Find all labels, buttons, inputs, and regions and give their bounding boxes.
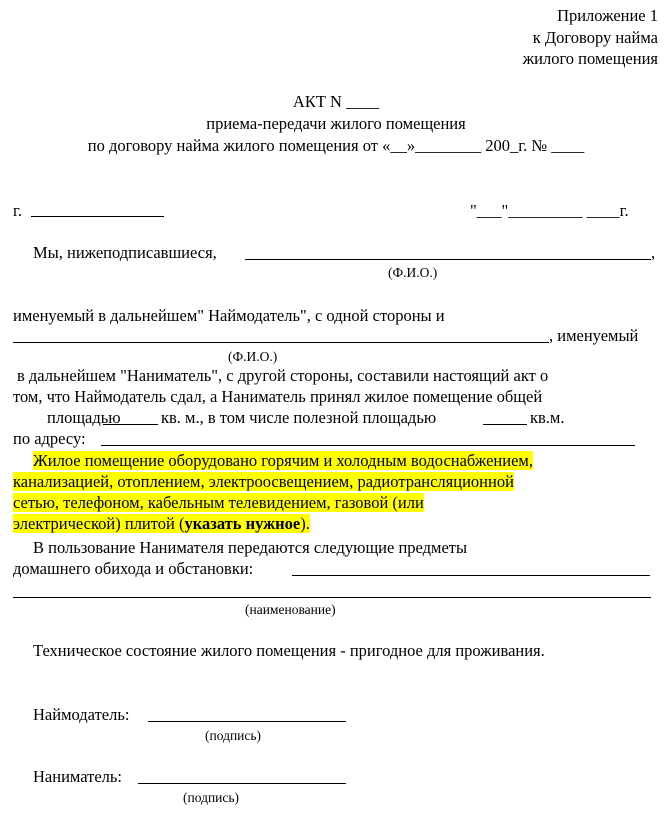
transfer-line: том, что Наймодатель сдал, а Наниматель принял жилое помещение общей bbox=[13, 387, 543, 406]
area-middle: кв. м., в том числе полезной площадью bbox=[161, 408, 437, 427]
address-blank bbox=[101, 445, 635, 446]
city-prefix: г. bbox=[13, 201, 23, 220]
equipment-line-1: Жилое помещение оборудовано горячим и холодным водоснабжением, bbox=[33, 451, 533, 470]
name-label: (наименование) bbox=[245, 602, 336, 617]
address-prefix: по адресу: bbox=[13, 429, 86, 448]
equipment-line-4: электрической) плитой (указать нужное). bbox=[13, 514, 310, 533]
area-prefix: площадью bbox=[47, 408, 121, 427]
appendix-line-2: к Договору найма bbox=[532, 28, 658, 47]
items-blank-2 bbox=[13, 597, 651, 598]
act-title: АКТ N ____ bbox=[292, 92, 380, 111]
equipment-line-3: сетью, телефоном, кабельным телевидением, газовой (или bbox=[13, 493, 424, 512]
total-area-blank bbox=[103, 424, 158, 425]
landlord-line: именуемый в дальнейшем" Наймодатель", с одной стороны и bbox=[13, 306, 445, 325]
condition-text: Техническое состояние жилого помещения - пригодное для проживания. bbox=[33, 641, 545, 660]
tenant-signature-label: Наниматель: bbox=[33, 767, 123, 786]
tenant-signature-blank bbox=[138, 783, 346, 784]
landlord-sign-caption: (подпись) bbox=[205, 728, 262, 743]
date-field: "___"_________ ____г. bbox=[470, 201, 629, 220]
fio-label-1: (Ф.И.О.) bbox=[388, 265, 438, 280]
useful-area-blank bbox=[483, 424, 527, 425]
tenant-name-blank bbox=[13, 342, 549, 343]
items-line-1: В пользование Нанимателя передаются следующие предметы bbox=[33, 538, 468, 557]
items-line-2: домашнего обихода и обстановки: bbox=[13, 559, 254, 578]
we-undersigned: Мы, нижеподписавшиеся, bbox=[33, 243, 217, 262]
act-subtitle: приема-передачи жилого помещения bbox=[206, 114, 466, 133]
equipment-line-2: канализацией, отоплением, электроосвещением, радиотрансляционной bbox=[13, 472, 514, 491]
fio-label-2: (Ф.И.О.) bbox=[228, 349, 278, 364]
tenant-sign-caption: (подпись) bbox=[183, 790, 240, 805]
items-blank-1 bbox=[292, 575, 650, 576]
city-blank bbox=[31, 216, 164, 217]
landlord-name-blank bbox=[245, 259, 651, 260]
landlord-signature-label: Наймодатель: bbox=[33, 705, 130, 724]
landlord-signature-blank bbox=[148, 721, 346, 722]
tenant-line: в дальнейшем "Наниматель", с другой стороны, составили настоящий акт о bbox=[17, 366, 549, 385]
appendix-line-1: Приложение 1 bbox=[557, 6, 658, 25]
named-suffix: , именуемый bbox=[549, 326, 639, 345]
specify-needed: указать нужное bbox=[184, 514, 301, 533]
area-unit: кв.м. bbox=[530, 408, 565, 427]
contract-reference: по договору найма жилого помещения от «__»________ 200_г. № ____ bbox=[87, 136, 585, 155]
appendix-line-3: жилого помещения bbox=[522, 49, 658, 68]
